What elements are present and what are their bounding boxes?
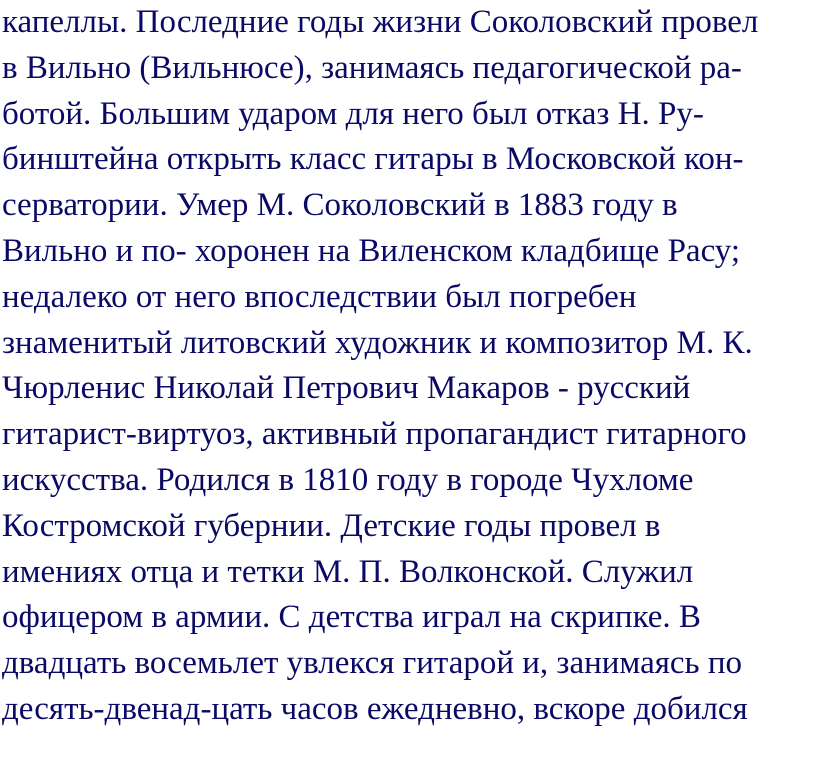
text-line: имениях отца и тетки М. П. Волконской. Служил (2, 553, 694, 590)
text-line: бинштейна открыть класс гитары в Московской кон- (2, 141, 744, 178)
body-text (2, 0, 814, 733)
text-line: серватории. Умер М. Соколовский в 1883 году в (2, 187, 678, 224)
text-line: капеллы. Последние годы жизни Соколовский провел (2, 4, 759, 40)
text-line: ботой. Большим ударом для него был отказ Н. Ру- (2, 95, 704, 132)
text-line: знаменитый литовский художник и композитор М. К. (2, 324, 753, 361)
text-line: Костромской губернии. Детские годы провел в (2, 507, 661, 544)
text-line: искусства. Родился в 1810 году в городе Чухломе (2, 461, 694, 498)
text-line: в Вильно (Вильнюсе), занимаясь педагогической ра- (2, 49, 742, 86)
text-line: недалеко от него впоследствии был погребен (2, 278, 637, 315)
text-line: десять-двенад-цать часов ежедневно, вскоре добился (2, 690, 748, 727)
text-line: Вильно и по- хоронен на Виленском кладбище Расу; (2, 232, 741, 269)
text-line: гитарист-виртуоз, активный пропагандист гитарного (2, 416, 747, 453)
text-line: двадцать восемьлет увлекся гитарой и, занимаясь по (2, 645, 743, 682)
text-line: Чюрленис Николай Петрович Макаров - русский (2, 370, 691, 407)
text-line: офицером в армии. С детства играл на скрипке. В (2, 599, 701, 636)
